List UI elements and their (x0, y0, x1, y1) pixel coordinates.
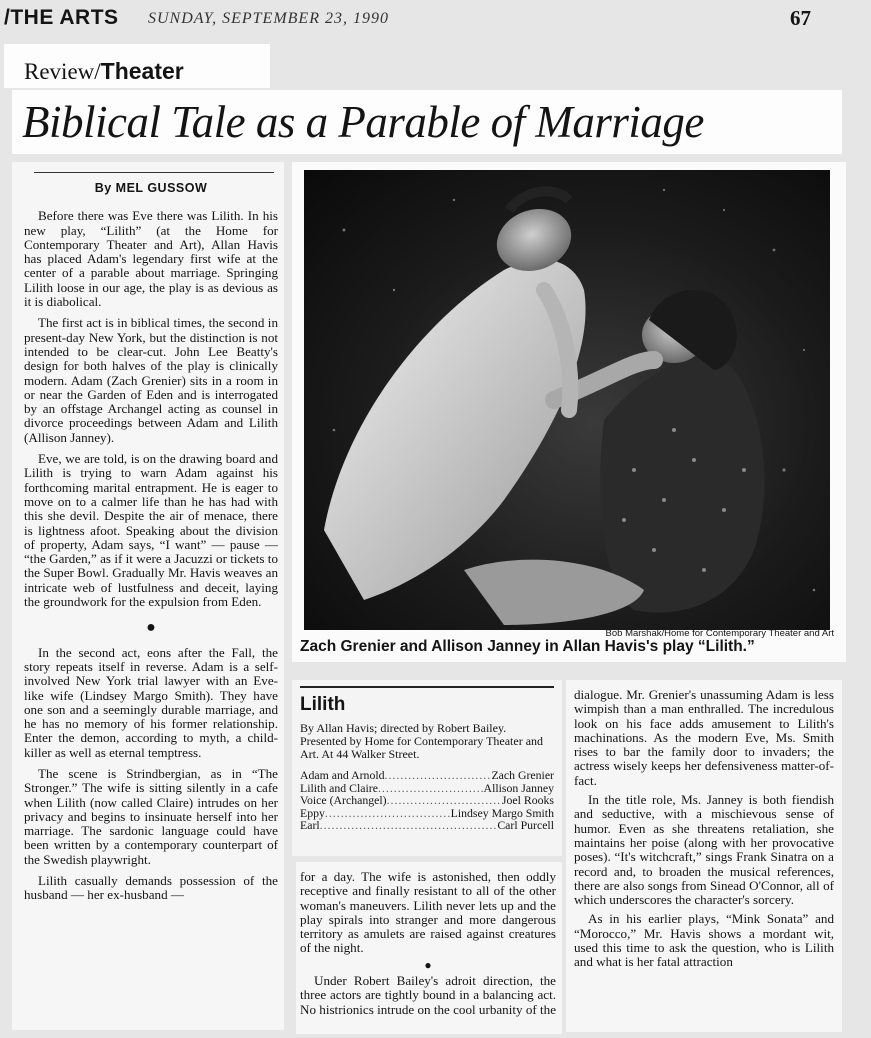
cast-actor: Carl Purcell (497, 818, 554, 833)
section-name: /THE ARTS (4, 6, 119, 29)
cast-row (300, 819, 554, 832)
production-info-box (292, 680, 562, 856)
photo-box (292, 162, 846, 662)
kicker-category: Theater (100, 58, 184, 84)
cast-role: Earl (300, 818, 320, 833)
paragraph: In the second act, eons after the Fall, the story repeats itself in reverse. Adam is a self-involved New York trial lawyer with an Eve-like wife (Lindsey Margo Smith). They have one son and a seemingly durable marriage, and he has no memory of his former relationship. Enter the demon, according to myth, a child-killer as well as eternal temptress. (24, 644, 278, 760)
kicker-review: Review/ (24, 59, 101, 84)
cast-actor: Lindsey Margo Smith (450, 805, 554, 820)
paragraph: In the title role, Ms. Janney is both fiendish and seductive, with a mischievous sense of humor. Even as she threatens retaliation, she maintains her poise (along with her provocative poses). “It's witchcraft,” sings Frank Sinatra on a record and, to broaden the musical references, there are also songs from Sinead O'Connor, all of which underscores the character's sorcery. (574, 792, 834, 908)
kicker-box (4, 44, 270, 88)
kicker (24, 58, 184, 85)
column-top-rule (34, 172, 274, 173)
article-column-4 (566, 680, 842, 1032)
article-column-3 (296, 862, 562, 1034)
photo-illustration (304, 170, 830, 630)
cast-actor: Zach Grenier (491, 768, 554, 782)
dot-leader (325, 807, 451, 820)
paragraph: for a day. The wife is astonished, then oddly receptive and finally resistant to all of the other woman's maneuvers. Lilith never lets up and the play spirals into stranger and more dangerous territory as amulets are raised against creatures of the night. (300, 869, 556, 956)
dot-leader (320, 819, 498, 832)
headline-box (12, 90, 842, 154)
photo-credit: Bob Marshak/Home for Contemporary Theater and Art (605, 628, 834, 639)
paragraph: As in his earlier plays, “Mink Sonata” and “Morocco,” Mr. Havis shows a mordant wit, used this time to ask the question, who is Lilith and what is her fatal attraction (574, 911, 834, 970)
cast-actor: Joel Rooks (501, 793, 554, 808)
paragraph: Under Robert Bailey's adroit direction, the three actors are tightly bound in a balancing act. No histrionics intrude on the cool urbanity of the (300, 973, 557, 1017)
section-separator: ● (424, 957, 432, 972)
dot-leader (387, 794, 502, 807)
masthead (0, 6, 871, 34)
cast-row (300, 794, 554, 807)
photo-caption: Zach Grenier and Allison Janney in Allan Havis's play “Lilith.” (300, 638, 755, 655)
production-credits: By Allan Havis; directed by Robert Bailey. Presented by Home for Contemporary Theater and Art. At 44 Walker Street. (300, 721, 544, 761)
cast-actor: Allison Janney (483, 780, 554, 795)
paragraph: Before there was Eve there was Lilith. In his new play, “Lilith” (at the Home for Contemporary Theater and Art), Allan Havis has placed Adam's legendary first wife at the center of a parable about marriage. Springing Lilith loose in our age, the play is as devious as it is diabolical. (24, 208, 278, 310)
dot-leader (378, 782, 484, 795)
paragraph: The scene is Strindbergian, as in “The Stronger.” The wife is sitting silently in a cafe when Lilith (now called Claire) intrudes on her privacy and begins to insinuate herself into her marriage. The sardonic language could have been written by a contemporary counterpart of the Swedish playwright. (24, 765, 278, 867)
cast-role: Voice (Archangel) (300, 793, 387, 808)
article-column-1 (12, 162, 284, 1030)
cast-role: Lilith and Claire (300, 780, 378, 795)
paragraph: Lilith casually demands possession of the husband — her ex-husband — (24, 873, 278, 903)
issue-date: SUNDAY, SEPTEMBER 23, 1990 (148, 10, 389, 27)
cast-role: Adam and Arnold (300, 768, 385, 782)
headline: Biblical Tale as a Parable of Marriage (22, 97, 704, 147)
paragraph: Eve, we are told, is on the drawing board and Lilith is trying to warn Adam against his forthcoming marital entrapment. He is eager to move on to a calmer life than he has had with this she devil. Despite the air of menace, there is lightness afoot. Speaking about the division of property, Adam says, “I want” — pause — “the Garden,” as if it were a Jacuzzi or tickets to the Super Bowl. Gradually Mr. Havis weaves an intricate web of lustfulness and deceit, laying the groundwork for the expulsion from Eden. (24, 451, 278, 610)
cast-row (300, 769, 554, 782)
info-box-title: Lilith (300, 694, 346, 715)
page-number: 67 (790, 6, 811, 30)
byline: By MEL GUSSOW (94, 181, 208, 195)
paragraph: The first act is in biblical times, the second in present-day New York, but the distinction is not intended to be clear-cut. John Lee Beatty's design for both halves of the play is clinically modern. Adam (Zach Grenier) sits in a room in or near the Garden of Eden and is interrogated by an offstage Archangel acting as counsel in divorce proceedings between Adam and Lilith (Allison Janney). (24, 315, 278, 445)
production-photo (304, 170, 830, 630)
cast-role: Eppy (300, 805, 325, 820)
info-box-rule (300, 686, 554, 688)
dot-leader (385, 769, 492, 782)
section-separator: ● (146, 619, 156, 637)
paragraph: dialogue. Mr. Grenier's unassuming Adam is less wimpish than a man enthralled. The incredulous look on his face adds amusement to Lilith's machinations. As the modern Eve, Ms. Smith rises to bar the family door to invaders; the actress wisely keeps her defensiveness matter-of-fact. (574, 687, 834, 788)
